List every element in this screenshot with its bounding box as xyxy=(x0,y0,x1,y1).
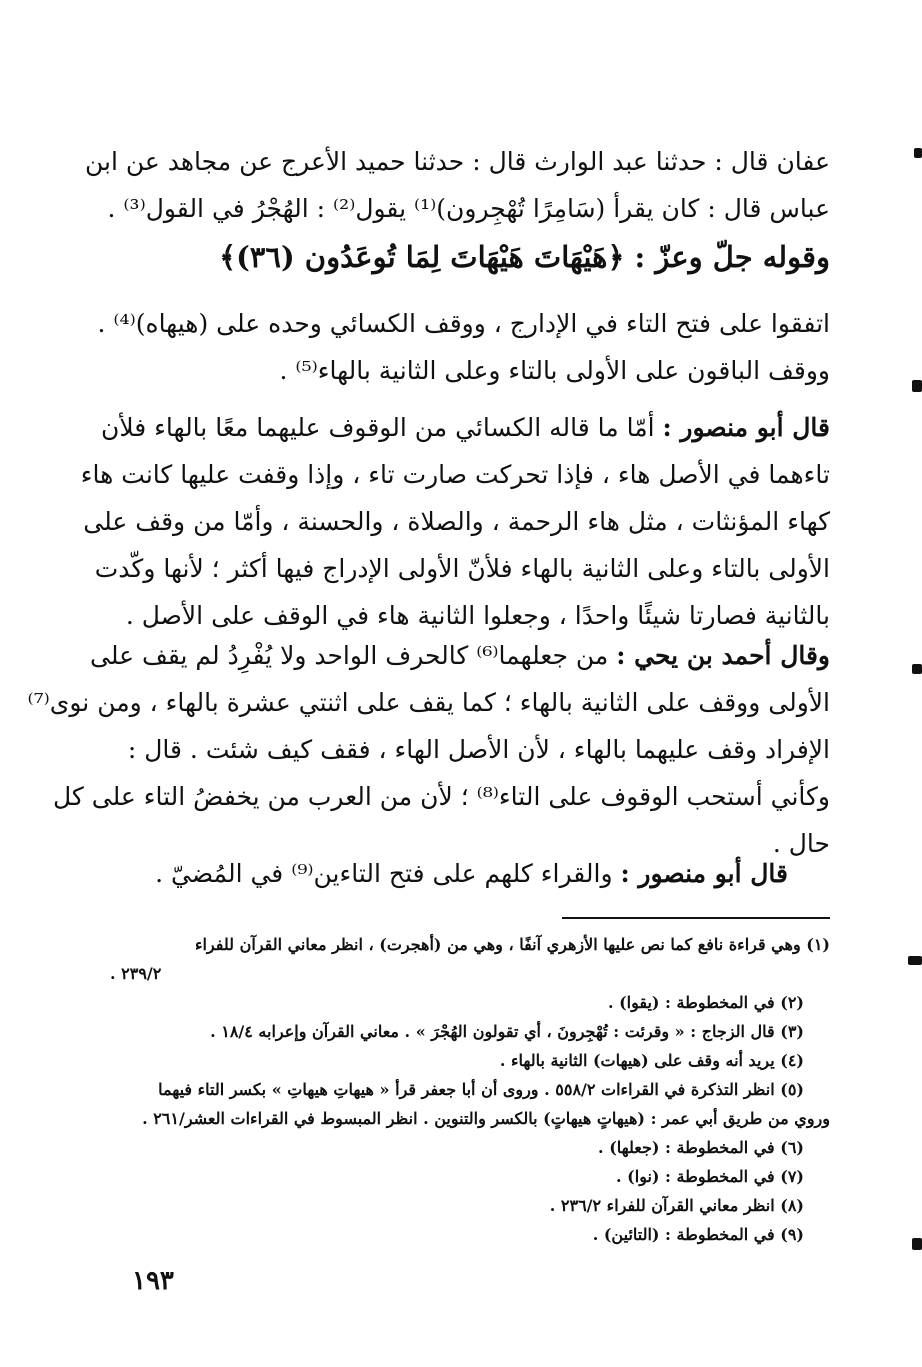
text-line: ووقف الباقون على الأولى بالتاء وعلى الثانية بالهاء⁽⁵⁾ . xyxy=(279,356,830,385)
text-line: الإفراد وقف عليهما بالهاء ، لأن الأصل الهاء ، فقف كيف شئت . قال : xyxy=(127,735,830,764)
scan-edge-mark xyxy=(912,664,922,674)
text-line: وكأني أستحب الوقوف على التاء⁽⁸⁾ ؛ لأن من العرب من يخفضُ التاء على كل xyxy=(53,782,830,811)
text-line: بالثانية فصارتا شيئًا واحدًا ، وجعلوا الثانية هاء في الوقف على الأصل . xyxy=(125,601,830,630)
footnote: (١) وهي قراءة نافع كما نص عليها الأزهري آنفًا ، وهي من (أهجرت) ، انظر معاني القرآن للفراء xyxy=(194,935,830,954)
footnote: (٤) يريد أنه وقف على (هيهات) الثانية بالهاء . xyxy=(499,1051,804,1070)
text-span: والقراء كلهم على فتح التاءين⁽⁹⁾ في المُضيّ . xyxy=(155,859,621,888)
footnote: (٦) في المخطوطة : (جعلها) . xyxy=(598,1138,804,1157)
text-line: الأولى ووقف على الثانية بالهاء ؛ كما يقف على اثنتي عشرة بالهاء ، ومن نوى⁽⁷⁾ xyxy=(27,688,830,717)
text-line: عفان قال : حدثنا عبد الوارث قال : حدثنا حميد الأعرج عن مجاهد عن ابن xyxy=(84,147,830,176)
abu-mansur-paragraph xyxy=(80,404,830,639)
text-line: حال . xyxy=(772,829,830,858)
footnote-continuation: ٢٣٩/٢ . xyxy=(110,964,162,983)
scan-edge-mark xyxy=(908,956,922,965)
footnote-divider xyxy=(562,917,830,919)
text-span: من جعلهما⁽⁶⁾ كالحرف الواحد ولا يُفْرِدُ لم يقف على xyxy=(89,641,617,670)
speaker-label: قال أبو منصور : xyxy=(662,413,830,442)
footnote: (٨) انظر معاني القرآن للفراء ٢٣٦/٢ . xyxy=(549,1196,804,1215)
text-span: أمّا ما قاله الكسائي من الوقوف عليهما معًا بالهاء فلأن xyxy=(101,413,663,442)
text-line: تاءهما في الأصل هاء ، فإذا تحركت صارت تاء ، وإذا وقفت عليها كانت هاء xyxy=(80,460,830,489)
speaker-label: وقال أحمد بن يحي : xyxy=(616,641,830,670)
footnote: (٧) في المخطوطة : (نوا) . xyxy=(616,1167,804,1186)
ahmad-paragraph xyxy=(27,632,830,867)
agreement-paragraph xyxy=(97,300,830,394)
text-line xyxy=(120,850,830,897)
page-number: ١٩٣ xyxy=(132,1266,174,1296)
text-line: عباس قال : كان يقرأ (سَامِرًا تُهْجِرون)⁽¹⁾ يقول⁽²⁾ : الهُجْرُ في القول⁽³⁾ . xyxy=(107,194,830,223)
footnote: (٥) انظر التذكرة في القراءات ٥٥٨/٢ . وروى أن أبا جعفر قرأ « هيهاتِ هيهاتِ » بكسر التاء فيهما xyxy=(158,1080,804,1099)
text-line: الأولى بالتاء وعلى الثانية بالهاء فلأنّ الأولى الإدراج فيها أكثر ؛ لأنها وكّدت xyxy=(94,554,830,583)
text-line xyxy=(101,404,830,451)
intro-paragraph xyxy=(84,138,830,232)
scan-edge-mark xyxy=(912,380,922,392)
speaker-label: قال أبو منصور : xyxy=(620,859,788,888)
footnote: (٩) في المخطوطة : (التائين) . xyxy=(592,1225,804,1244)
scan-edge-mark xyxy=(912,1238,922,1250)
footnote: (٣) قال الزجاج : « وقرئت : تُهْجِرونَ ، أي تقولون الهُجْرَ » . معاني القرآن وإعرابه ١٨/٤ . xyxy=(210,1022,804,1041)
abu-mansur-conclusion xyxy=(120,850,830,897)
text-line: كهاء المؤنثات ، مثل هاء الرحمة ، والصلاة ، والحسنة ، وأمّا من وقف على xyxy=(83,507,830,536)
scan-edge-mark xyxy=(914,148,922,158)
footnote: (٢) في المخطوطة : (يقوا) . xyxy=(607,993,804,1012)
text-line xyxy=(89,632,830,679)
footnotes xyxy=(110,930,830,1249)
footnote-continuation: وروي من طريق أبي عمر : (هيهاتٍ هيهاتٍ) بالكسر والتنوين . انظر المبسوط في القراءات العشر/٢٦١ . xyxy=(142,1109,830,1128)
verse-heading: وقوله جلّ وعزّ : ﴿هَيْهَاتَ هَيْهَاتَ لِمَا تُوعَدُون (٣٦)﴾ xyxy=(219,240,830,274)
text-line: اتفقوا على فتح التاء في الإدارج ، ووقف الكسائي وحده على (هيهاه)⁽⁴⁾ . xyxy=(97,309,830,338)
